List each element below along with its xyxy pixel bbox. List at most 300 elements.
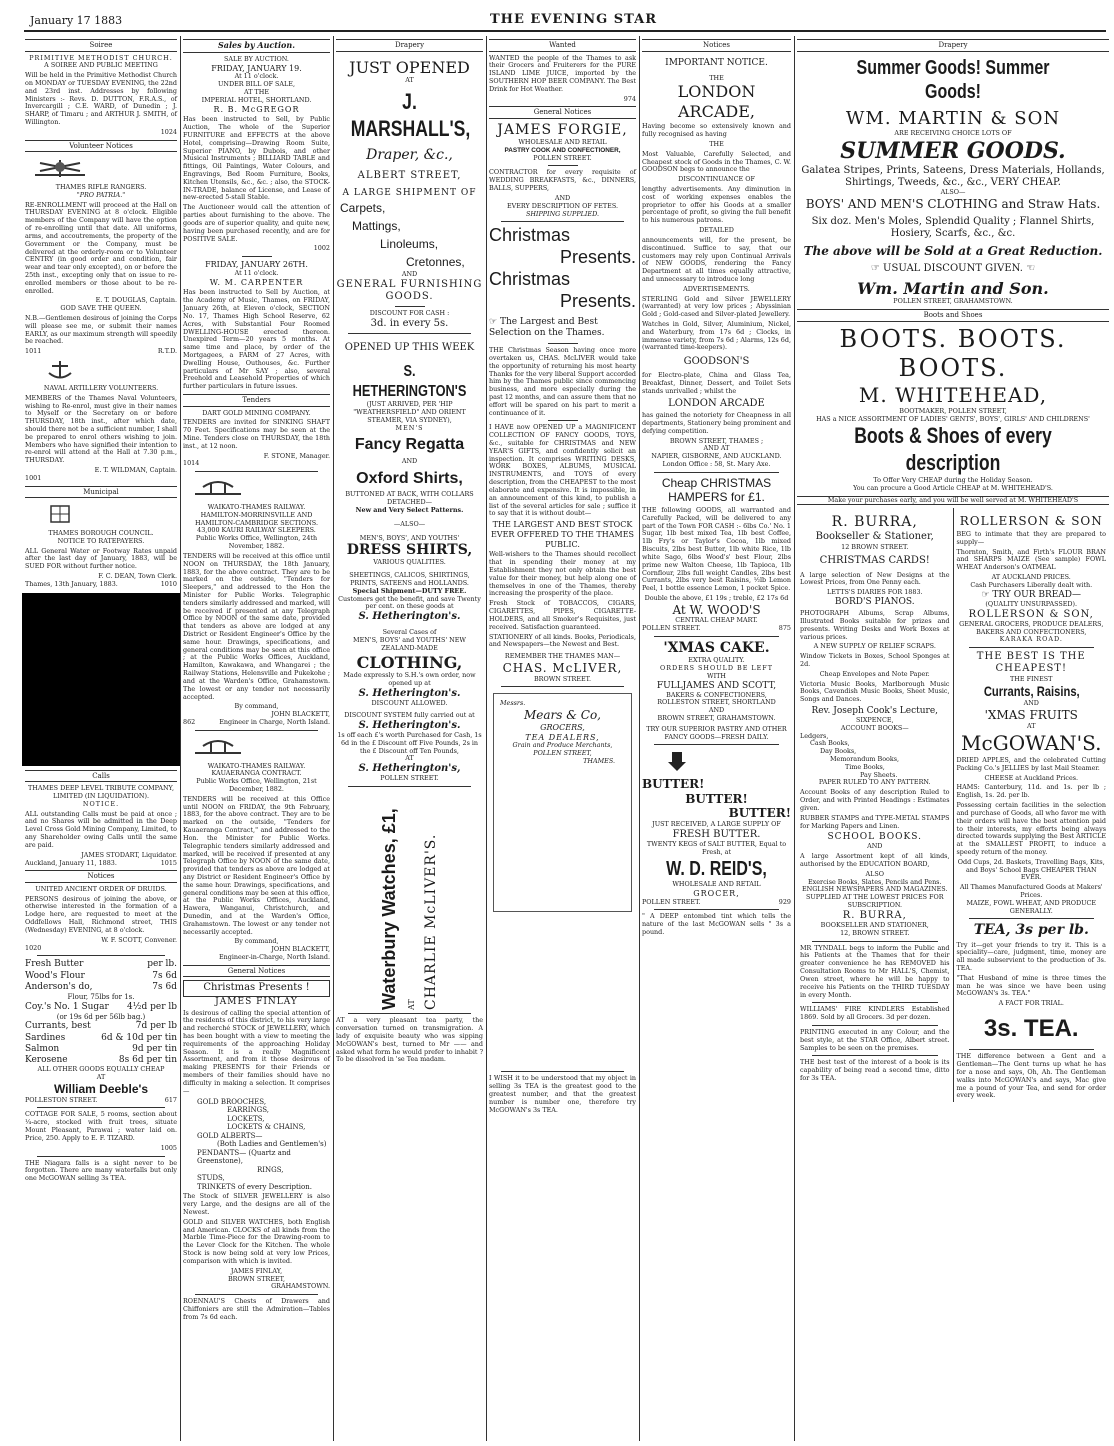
ad-number: 617 <box>164 1095 177 1104</box>
marshall-and: AND <box>401 269 418 278</box>
whitehead-procure: You can procure a Good Article CHEAP at M. WHITEHEAD'S. <box>853 483 1053 492</box>
sale2-date: FRIDAY, JANUARY 26TH. <box>205 260 308 270</box>
arcade-goodsons: GOODSON'S <box>683 356 750 368</box>
cake-with: WITH <box>707 671 726 680</box>
rail2-signature: JOHN BLACKETT, <box>271 945 330 954</box>
heth-and: AND <box>401 456 418 465</box>
rollerson-prices: AT AUCKLAND PRICES. <box>991 573 1071 582</box>
burra-letts: LETTS'S DIARIES FOR 1883. <box>826 588 923 597</box>
arcade-disc: DISCONTINUANCE OF <box>678 175 755 184</box>
arcade-name: LONDON ARCADE, <box>677 82 756 121</box>
arcade-and: AND AT <box>703 444 730 453</box>
arcade-adverts: ADVERTISEMENTS. <box>683 284 750 293</box>
mcgowan-maize: MAIZE, FOWL WHEAT, AND PRODUCE GENERALLY. <box>966 898 1097 915</box>
rollerson-column <box>953 508 1110 1102</box>
arcade-most: Most Valuable, Carefully Selected, and Cheapest stock of Goods in the Thames, C. W. GOODSON begs to announce the <box>642 149 791 174</box>
section-head-notices: Notices <box>642 39 791 52</box>
burra-also: ALSO <box>865 869 884 878</box>
divider <box>548 420 578 421</box>
arcade-sterling: STERLING Gold and Silver JEWELLERY (warranted) at very low prices ; Abyssinian Gold ; Gold-cased and Silver-plated Jewellery. <box>642 294 791 319</box>
burra-ruled: Account Books of any description Ruled to Order, and with Printed Headings : Estimates given. <box>800 788 950 812</box>
burra-pianos: BORD'S PIANOS. <box>834 597 915 608</box>
calls-title: THAMES DEEP LEVEL TRIBUTE COMPANY, LIMITED (IN LIQUIDATION). <box>28 784 174 800</box>
heth-signature: S. Hetherington's. <box>358 719 461 731</box>
rail1-office: Public Works Office, Wellington, 24th November, 1882. <box>195 534 318 551</box>
whitehead-offer: To Offer Very CHEAP during the Holiday Season. <box>873 475 1033 484</box>
druids-title: UNITED ANCIENT ORDER OF DRUIDS. <box>35 884 167 893</box>
mcgowan-dried: DRIED APPLES, and the celebrated Cutting Packing Co.'s JELLIES by last Mail Steamer. <box>956 756 1106 772</box>
mears-card <box>493 693 632 912</box>
martin-name: WM. MARTIN & SON <box>845 108 1061 130</box>
card-line: GROCERS, <box>540 722 585 732</box>
price-item: Coy.'s No. 1 Sugar <box>25 1001 109 1012</box>
martin-signature: Wm. Martin and Son. <box>857 278 1049 298</box>
burra-selection: A large selection of New Designs at the Lowest Prices, from One Penny each. <box>800 570 950 587</box>
xmas-word: Christmas <box>489 269 571 290</box>
rollerson-beg: BEG to intimate that they are prepared to supply— <box>956 530 1106 546</box>
ledger-item: Ledgers, <box>800 731 829 740</box>
kindlers-ad: WILLIAMS' FIRE KINDLERS Established 1869. Sold by all Grocers. 3d per dozen. <box>800 1005 950 1022</box>
jewellery-item: EARRINGS, <box>227 1106 269 1115</box>
ledger-item: Memorandum Books, <box>830 755 900 764</box>
price-value: 4½d per lb <box>127 1001 177 1012</box>
finlay-town: GRAHAMSTOWN. <box>271 1282 330 1291</box>
waterbury-seller: CHARLIE McLIVER'S. <box>422 833 439 1011</box>
divider <box>348 1013 471 1014</box>
mcgowan-best: THE BEST IS THE CHEAPEST! <box>976 651 1086 675</box>
jewellery-item: GOLD BROOCHES, <box>197 1097 267 1106</box>
marshall-street: ALBERT STREET, <box>357 169 462 181</box>
price-row <box>25 1044 177 1055</box>
section-head-auction: Sales by Auction. <box>183 39 330 53</box>
heth-mens: MEN'S <box>395 423 424 432</box>
column-3 <box>333 36 486 1441</box>
mcgowan-tea: TEA, 3s per lb. <box>973 922 1089 939</box>
anchor-crest-icon <box>25 358 95 380</box>
heth-signature: S. Hetherington's. <box>358 611 461 623</box>
ad-code: R.T.D. <box>157 347 177 356</box>
mcgowan-gent: THE difference between a Gent and a Gentleman—The Gent turns up what he has for a nose and says, Oh, Ah. The Gentleman walks into McGOWAN's and says, Mac give me a pound of your Tea, and send for order every week. <box>956 1052 1106 1100</box>
rail1-sub: HAMILTON-MORRINSVILLE AND HAMILTON-CAMBRIDGE SECTIONS. <box>195 510 318 527</box>
arcade-name2: LONDON ARCADE <box>668 397 765 409</box>
mcgowan-deep: " A DEEP entombed tint which tells the nature of the last McGOWAN sells " 3s a pound. <box>642 912 791 937</box>
section-head-calls: Calls <box>25 770 177 783</box>
divider <box>812 941 938 942</box>
price-value: per lb. <box>147 959 177 970</box>
heth-at: AT <box>405 754 414 763</box>
sale1-body2: The Auctioneer would call the attention of parties about furnishing to the above. The goods are of superior quality, and quite new, having been purchased recently, and are for POSITIVE SALE. <box>183 203 330 243</box>
dart-body: TENDERS are invited for SINKING SHAFT 70 Feet. Specifications may be seen at the Mine. Tenders close on THURSDAY, the 18th inst., at 12 noon. <box>183 418 330 450</box>
burra-account: ACCOUNT BOOKS— <box>840 723 909 732</box>
arcade-become: Having become so extensively known and fully recognised as having <box>642 122 791 139</box>
goods-item: Cretonnes, <box>406 254 465 269</box>
whitehead-has: HAS a NICE ASSORTMENT OF LADIES' GENTS', BOYS', GIRLS' AND CHILDRENS' <box>816 414 1090 423</box>
rennaus-ad: ROENNAU'S Chests of Drawers and Chiffoniers are still the Admiration—Tables from 7s 6d each. <box>183 1297 330 1321</box>
divider <box>654 472 779 473</box>
jewellery-item: LOCKETS, <box>227 1114 265 1123</box>
mcgowan-and: AND <box>1023 699 1039 708</box>
marshall-name: J. MARSHALL'S, <box>350 88 471 141</box>
calls-body: ALL outstanding Calls must be paid at once ; and no Shares will be admitted in the Deep Level Cross Gold Mining Company, Limited, to any Shareholder owing Calls until the same are paid. <box>25 809 177 849</box>
mcliver-street: BROWN STREET. <box>533 674 592 683</box>
deeble-street: POLLESTON STREET. <box>25 1095 98 1104</box>
volunteer-title: THAMES RIFLE RANGERS. <box>55 183 147 191</box>
divider <box>548 343 578 344</box>
price-item: Fresh Butter <box>25 959 84 970</box>
burra-sixpence: SIXPENCE, <box>855 715 894 724</box>
martin-street: POLLEN STREET, GRAHAMSTOWN. <box>893 297 1013 306</box>
finlay-items <box>183 1098 330 1192</box>
burra-supplied: SUPPLIED AT THE LOWEST PRICES FOR SUBSCRIPTION. <box>805 893 944 910</box>
heth-signature: S. Hetherington's. <box>358 688 461 700</box>
calls-sub: NOTICE. <box>82 799 120 808</box>
burra-relief: A NEW SUPPLY OF RELIEF SCRAPS. <box>813 642 936 651</box>
mcgowan-at: AT <box>1026 721 1036 730</box>
marshall-shipment: A LARGE SHIPMENT OF <box>342 187 477 198</box>
heth-customers: Customers get the benefit, and save Twenty per cent. on these goods at <box>338 594 481 611</box>
column-6 <box>794 36 1112 1441</box>
price-value: 7s 6d <box>152 981 177 992</box>
heth-clothing: CLOTHING, <box>356 652 463 672</box>
rollerson-general: GENERAL GROCERS, PRODUCE DEALERS, BAKERS AND CONFECTIONERS, <box>959 619 1104 636</box>
ad-number: 929 <box>778 897 791 906</box>
spacer <box>489 918 636 1068</box>
divider <box>195 730 318 731</box>
arcade-brown: BROWN STREET, THAMES ; <box>669 436 764 445</box>
rollerson-cash: Cash Purchasers Liberally dealt with. <box>970 580 1093 589</box>
heth-boys: MEN'S, BOYS', AND YOUTHS' <box>359 533 460 542</box>
railway-crest-icon <box>183 736 253 758</box>
arcade-announce: announcements will, for the present, be discontinued. Suffice to say, that our customers may rely upon Continual Arrivals of NEW GOODS, rendering the Fancy Department at all times equally attractive, and unnecessary to introduce long <box>642 235 791 283</box>
rail2-sub: KAUAERANGA CONTRACT. <box>211 769 302 778</box>
mcgowan-fact: A FACT FOR TRIAL. <box>998 999 1064 1008</box>
rollerson-name: ROLLERSON & SON <box>959 514 1103 529</box>
sale2-auctioneer: W. M. CARPENTER <box>209 277 304 287</box>
price-row <box>25 1021 177 1032</box>
printing-ad: PRINTING executed in any Colour, and the best style, at the STAR Office, Albert street. Samples to be seen on the premises. <box>800 1027 950 1052</box>
divider <box>195 1294 318 1295</box>
municipal-sub: NOTICE TO RATEPAYERS. <box>57 536 145 545</box>
price-item: Anderson's do, <box>25 981 93 992</box>
price-row <box>25 1002 177 1013</box>
burra-street: 12 BROWN STREET. <box>841 542 909 551</box>
price-value: 9d per tin <box>132 1043 177 1054</box>
mcliver-season: THE Christmas Season having once more overtaken us, CHAS. McLIVER would take the opportunity of returning his most hearty Thanks for the very liberal Support accorded him by the Thames public since commencing business, and more especially during the past 12 months, and can assure them that no effort will be spared on his part to merit a continuance of it. <box>489 346 636 417</box>
ledger-item: Pay Sheets. <box>860 770 898 779</box>
burra-column <box>797 508 953 1102</box>
ad-number: 1015 <box>160 858 177 867</box>
waterbury-at: AT <box>407 999 417 1011</box>
price-value: 7d per lb <box>135 1021 177 1032</box>
mcgowan-big-tea: 3s. TEA. <box>983 1015 1079 1043</box>
heth-patterns: New and Very Select Patterns. <box>355 505 464 514</box>
section-head-wanted: Wanted <box>489 39 636 52</box>
mcgowan-wish: I WISH it to be understood that my object in selling 3s TEA is the greatest good to the greatest number, and that the greatest number is number one, therefore try McGOWAN's 3s TEA. <box>489 1074 636 1114</box>
volunteer-body: RE-ENROLLMENT will proceed at the Hall on THURSDAY EVENING at 8 o'clock. Eligible members of the Company will have the option of re-enrolling until that date. All uniforms, arms, and accoutrements, the property of the Government or the Company, must be delivered at the orderly-room or to Volunteer CENTRY (in good order and condition, fair wear and tear only excepted), on or before the 25th inst., excepting only that on issue to re-enrolled members or those about to be re-enrolled. <box>25 200 177 295</box>
hampers-body: THE following GOODS, all warranted and Carefully Packed, will be delivered to any part of the Town FOR CASH :- 6lbs Co.' No. 1 Sugar, 1lb best mixed Tea, 1lb best Coffee, 1lb Fry's or Taylor's Cocoa, 1lb mixed Biscuits, 2lbs best Butter, 1lb white Rice, 1lb white Sago, 6lbs Wood's' best Flour, 2lbs prime new Walton Cheese, 1lb Tapioca, 1lb Cornflour, 2lbs full weight Candles, 2lbs best Currants, 2lbs very best Raisins, ½lb Lemon Peel, 1 bottle essence Lemon, 1 pocket Spice. <box>642 506 791 593</box>
finlay-name: JAMES FINLAY <box>215 996 298 1007</box>
arcade-electro: for Electro-plate, China and Glass Tea, Breakfast, Dinner, Dessert, and Toilet Sets stands unrivalled ; whilst the <box>642 371 791 396</box>
rail1-role: Engineer in Charge, North Island. <box>219 717 330 726</box>
price-list <box>25 959 177 1066</box>
cake-extra: EXTRA QUALITY. <box>688 656 745 665</box>
municipal-title: THAMES BOROUGH COUNCIL. <box>48 528 154 537</box>
price-row <box>25 971 177 982</box>
mcgowan-cheese: CHEESE at Auckland Prices. <box>984 773 1079 782</box>
wood-mart: CENTRAL CHEAP MART. <box>675 616 758 625</box>
ad-number: 875 <box>778 624 791 633</box>
martin-summer-goods: SUMMER GOODS. <box>840 138 1066 165</box>
forgie-contractor: CONTRACTOR for every requisite of WEDDING BREAKFASTS, &c., DINNERS, BALLS, SUPPERS, <box>489 168 636 193</box>
masthead-rule <box>24 30 1106 32</box>
presents-word: Presents. <box>559 291 636 312</box>
rifle-crest-icon <box>25 157 95 179</box>
mcliver-tobacco: Fresh Stock of TOBACCOS, CIGARS, CIGARETTES, PIPES, CIGARETTE-HOLDERS, and all Smoker's Requisites, just received. Satisfaction guaranteed. <box>489 599 636 631</box>
burra-english: ENGLISH NEWSPAPERS AND MAGAZINES. <box>802 885 948 894</box>
finlay-title: Christmas Presents ! <box>183 980 330 996</box>
arcade-watches: Watches in Gold, Silver, Aluminium, Nickel, and Waterbury, from 17s 6d ; Clocks, in immense variety, from 7s 6d ; Alarms, 12s 6d, (warranted time-keepers). <box>642 320 791 352</box>
rail1-sleepers: 43,000 KAURI RAILWAY SLEEPERS. <box>197 526 316 535</box>
ad-number: 1024 <box>160 127 177 136</box>
ad-number: 1011 <box>25 347 42 356</box>
price-item: Wood's Flour <box>25 970 85 981</box>
ad-number: 862 <box>183 717 196 726</box>
forgie-shipping: SHIPPING SUPPLIED. <box>525 209 600 218</box>
mcgowan-manufactured: All Thames Manufactured Goods at Makers' Prices. <box>959 883 1103 900</box>
volunteer-nb: N.B.—Gentlemen desirous of joining the Corps will please see me, or submit their names EARLY, as our maximum strength will speedily be reached. <box>25 314 177 346</box>
burra-exercise: Exercise Books, Slates, Pencils and Pens. <box>807 877 942 886</box>
xmas-word: Christmas <box>489 225 571 246</box>
heth-made: Made expressly to S.H.'s own order, now opened up at <box>343 671 476 688</box>
ad-number: 1020 <box>25 943 42 952</box>
burra-stamps: RUBBER STAMPS and TYPE-METAL STAMPS for Marking Papers and Linen. <box>800 813 950 830</box>
price-value: 7s 6d <box>152 970 177 981</box>
heth-dress: DRESS SHIRTS, <box>346 542 473 559</box>
butter-2: BUTTER! <box>685 791 748 806</box>
martin-receiving: ARE RECEIVING CHOICE LOTS OF <box>894 129 1012 138</box>
heth-street: POLLEN STREET. <box>380 774 439 783</box>
price-row <box>25 982 177 993</box>
tyndall-ad: MR TYNDALL begs to inform the Public and his Patients at the Thames that for their greater convenience he has REMOVED his Consultation Rooms to Mr HALL'S, Chemist, Owen street, where he will be happy to receive his Patients on the THIRD TUESDAY in every Month. <box>800 943 950 999</box>
rollerson-bread-text: TRY OUR BREAD— <box>992 589 1082 600</box>
burra-cook: Rev. Joseph Cook's Lecture, <box>811 706 939 717</box>
heth-name: S. HETHERINGTON'S <box>352 363 467 400</box>
divider <box>501 221 624 222</box>
divider <box>654 744 779 745</box>
marshall-goods <box>336 199 483 271</box>
card-line: Messrs. <box>500 699 526 708</box>
jewellery-item: TRINKETS of every Description. <box>197 1182 312 1191</box>
cake-fulljames: FULLJAMES AND SCOTT, <box>656 680 777 691</box>
goods-item: Carpets, <box>340 200 386 215</box>
druids-body: PERSONS desirous of joining the above, or otherwise interested in the formation of a Lodge here, are requested to meet at the Oddfellows Hall, Richmond street, THIS (Wednesday) EVENING, at 8 o'clock. <box>25 894 177 934</box>
railway-crest-icon <box>183 477 253 499</box>
martin-boys: BOYS' AND MEN'S CLOTHING and Straw Hats. <box>805 197 1101 212</box>
martin-also: ALSO— <box>940 188 966 197</box>
card-line: THAMES. <box>583 756 615 765</box>
divider <box>812 1002 938 1003</box>
section-head-tenders: Tenders <box>183 394 330 407</box>
wood-street: POLLEN STREET. <box>642 624 701 633</box>
mcgowan-name: McGOWAN'S. <box>961 730 1102 755</box>
cake-brown: BROWN STREET, GRAHAMSTOWN. <box>657 713 776 722</box>
divider <box>548 165 578 166</box>
jewellery-item: LOCKETS & CHAINS, <box>227 1123 306 1132</box>
reid-street: POLLEN STREET. <box>642 897 701 906</box>
price-value: 8s 6d per tin <box>118 1055 177 1066</box>
rollerson-unsurpassed: (QUALITY UNSURPASSED). <box>985 599 1078 608</box>
card-line: Grain and Produce Merchants, <box>512 741 613 750</box>
forgie-and: AND <box>554 193 571 202</box>
tea-party-ad: AT a very pleasant tea party, the conversation turned on transmigration. A lady of exquisite beauty who was sipping McGOWAN's best, turned to Mr —— and asked what form he would prefer to inhabit ? To be dissolved in 'se Tea madam. <box>336 1016 483 1064</box>
sale1-place: IMPERIAL HOTEL, SHORTLAND. <box>201 95 312 104</box>
section-head-boots: Boots and Shoes <box>797 309 1109 322</box>
heth-arrived: (JUST ARRIVED, PER 'HIP "WEATHERSFIELD" AND ORIENT STEAMER, VIA SYDNEY), <box>353 400 466 424</box>
sale1-body: Has been instructed to Sell, by Public Auction, The whole of the Superior FURNITURE and EFFECTS at the above Hotel, comprising—Drawing Room Suite, Superior PIANO, by Dubois, and other Musical Instruments ; BILLIARD TABLE and fittings, Oil Paintings, Water Colours, and Engravings, Bed Room Furniture, Books, Kitchen Utensils, &c., &c. ; also, the STOCK-IN-TRADE, balance of License, and Lease of new-erected 5-stall Stable. <box>183 115 330 202</box>
finlay-body3: GOLD and SILVER WATCHES, both English and American. CLOCKS of all kinds from the Marble Time-Piece for the Drawing-room to the Lever Clock for the Kitchen. The whole Stock is now being sold at very low Prices, comparison with which is invited. <box>183 1217 330 1265</box>
burra-role: Bookseller & Stationer, <box>815 531 934 543</box>
martin-reduction: The above will be Sold at a Great Reduction. <box>803 244 1103 259</box>
sale1-date: FRIDAY, JANUARY 19. <box>211 63 302 73</box>
cake-and: AND <box>708 706 725 715</box>
book-test-ad: THE best test of the interest of a book is its capability of being read a second time, ditto for 3s TEA. <box>800 1058 950 1083</box>
presents-word: Presents. <box>559 247 636 268</box>
pointing-hand-icon: ☜ <box>1022 262 1036 274</box>
sale1-title: SALE BY AUCTION. <box>224 54 289 63</box>
volunteer-motto: "PRO PATRIA." <box>76 190 126 199</box>
pointing-hand-icon: ☞ <box>870 262 884 274</box>
rail1-title: WAIKATO-THAMES RAILWAY. <box>207 503 306 512</box>
martin-moles: Six doz. Men's Moles, Splendid Quality ; Flannel Shirts, Hosiery, Scarfs, &c., &c. <box>811 215 1095 239</box>
deeble-line: ALL OTHER GOODS EQUALLY CHEAP <box>37 1065 165 1074</box>
burra-paper: PAPER RULED TO ANY PATTERN. <box>818 778 931 787</box>
borough-crest-icon <box>25 503 95 525</box>
mcliver-largest-text: The Largest and Best Selection on the Thames. <box>489 317 605 339</box>
butter-3: BUTTER! <box>728 806 791 821</box>
section-head-volunteer: Volunteer Notices <box>25 140 177 153</box>
divider <box>395 306 425 307</box>
divider <box>37 955 165 956</box>
goods-item: Linoleums, <box>380 236 439 251</box>
forgie-street: POLLEN STREET. <box>533 153 592 162</box>
heth-sheetings: SHEETINGS, CALICOS, SHIRTINGS, PRINTS, SATEENS and HOLLANDS. <box>349 571 470 588</box>
burra-and: AND <box>867 842 883 851</box>
heth-system: DISCOUNT SYSTEM fully carried out at <box>344 711 475 720</box>
marshall-draper: Draper, &c., <box>366 146 453 163</box>
arcade-the: THE <box>709 73 724 82</box>
divider <box>969 918 1095 919</box>
divider <box>37 1107 165 1108</box>
forgie-name: JAMES FORGIE, <box>497 121 628 138</box>
divider <box>242 256 272 257</box>
forgie-pastry: PASTRY COOK AND CONFECTIONER, <box>504 146 621 154</box>
section-head-soiree: Soiree <box>25 39 177 52</box>
column-5 <box>639 36 794 1441</box>
burra-role2: BOOKSELLER AND STATIONER, <box>820 921 929 930</box>
naval-signature: E. T. WILDMAN, Captain. <box>94 466 177 474</box>
soiree-body: Will be held in the Primitive Methodist Church on MONDAY or TUESDAY EVENING, the 22nd and 23rd inst. Addresses by following Ministers :- Revs. D. DUTTON, F.R.A.S., of Invercargill ; C.E. WARD, of Dunedin ; J. SHARP, of Timaru ; and ARTHUR J. SMITH, of Willington. <box>25 71 177 127</box>
calls-date: Auckland, January 11, 1883. <box>25 858 117 867</box>
sale2-time: At 11 o'clock. <box>234 268 279 277</box>
section-head-municipal: Municipal <box>25 486 177 499</box>
ad-number: 1005 <box>160 1143 177 1152</box>
divider <box>501 686 624 687</box>
price-item: Kerosene <box>25 1055 68 1066</box>
price-row <box>25 959 177 970</box>
ad-number: 974 <box>623 94 636 103</box>
cake-try: TRY OUR SUPERIOR PASTRY AND OTHER FANCY GOODS—FRESH DAILY. <box>646 724 787 741</box>
ad-number: 1014 <box>183 459 200 468</box>
ledger-item: Day Books, <box>820 747 857 756</box>
mcgowan-currants: Currants, Raisins, <box>983 683 1080 700</box>
card-line: Mears & Co, <box>524 708 601 723</box>
burra-ledgers <box>800 733 950 780</box>
rail2-by: By command, <box>234 937 279 946</box>
divider <box>654 636 779 637</box>
burra-assortment: A large Assortment kept of all kinds, authorised by the EDUCATION BOARD, <box>800 852 950 868</box>
burra-envelopes: Cheap Envelopes and Note Paper. <box>819 669 930 678</box>
masthead <box>0 0 1114 34</box>
reid-received: JUST RECEIVED, A LARGE SUPPLY OF <box>652 820 781 829</box>
mcliver-opened: I HAVE now OPENED UP a MAGNIFICENT COLLECTION OF FANCY GOODS, TOYS, &c., suitable for CHRISTMAS and NEW YEAR'S GIFTS, and confidently solicit an inspection. It comprises WRITING DESKS, WORK BOXES, ALBUMS, MUSICAL INSTRUMENTS, and TOYS of every description, from the CHEAPEST to the most elaborate and expensive. It is impossible, in an announcement of this kind, to publish a list of the several articles for sale ; suffice it to say that it is without doubt— <box>489 423 636 518</box>
rail2-title: WAIKATO-THAMES RAILWAY. <box>207 761 306 770</box>
mcgowan-fruits: 'XMAS FRUITS <box>984 708 1078 723</box>
divider <box>501 1071 624 1072</box>
heth-allowed: DISCOUNT ALLOWED. <box>371 699 448 708</box>
divider <box>195 471 318 472</box>
wood-name: At W. WOOD'S <box>672 602 761 617</box>
sale1-time: At 11 o'clock. <box>234 72 279 81</box>
section-head-drapery: Drapery <box>797 39 1109 52</box>
soiree-line: A SOIREE AND PUBLIC MEETING <box>44 61 158 70</box>
section-head-general: General Notices <box>183 965 330 978</box>
mcgowan-husband: "That Husband of mine is three times the man he was since we have been using McGOWAN's 3s. TEA." <box>956 973 1106 998</box>
price-item: Currants, best <box>25 1021 91 1032</box>
burra-music: Victoria Music Books, Marlborough Music Books, Cavendish Music Books, Sheet Music, Songs and Dances. <box>800 679 950 704</box>
reid-kegs: TWENTY KEGS of SALT BUTTER, Equal to Fresh, at <box>646 840 787 856</box>
whitehead-make: Make your purchases early, and you will be well served at M. WHITEHEAD'S <box>797 496 1109 506</box>
rail2-office: Public Works Office, Wellington, 21st December, 1882. <box>196 777 317 794</box>
sale1-under: UNDER BILL OF SALE, <box>218 80 295 89</box>
burra-name2: R. BURRA, <box>842 909 907 921</box>
burra-school: SCHOOL BOOKS. <box>827 832 922 843</box>
calls-signature: JAMES STODART, Liquidator. <box>81 850 177 859</box>
municipal-signature: F. C. DEAN, Town Clerk. <box>98 572 177 581</box>
rollerson-list: Thornton, Smith, and Firth's FLOUR BRAN and SHARPS MAIZE (See sample) FOWL WHEAT Anderson's OATMEAL <box>956 547 1106 572</box>
arcade-lengthy: lengthy advertisements. Any diminution in cost of working expenses enables the proprietor to offer his Goods at a smaller percentage of profit, so giving the full benefit to his numerous patrons. <box>642 185 791 225</box>
soiree-title: PRIMITIVE METHODIST CHURCH. <box>29 53 173 62</box>
dart-signature: F. STONE, Manager. <box>263 451 330 460</box>
wanted-ad: WANTED the people of the Thames to ask their Grocers and Fruiterers for the PURE ISLAND LIME JUICE, imported by the SOUTHERN HOP BEER COMPANY. The Best Drink for Hot Weather. <box>489 53 636 93</box>
mcliver-name: CHAS. McLIVER, <box>502 660 623 675</box>
whitehead-every: Boots & Shoes of every description <box>854 423 1052 476</box>
deeble-at: AT <box>96 1073 106 1082</box>
burra-window: Window Tickets in Boxes, School Sponges at 2d. <box>800 652 950 668</box>
section-head-general: General Notices <box>489 106 636 119</box>
finlay-street: BROWN STREET, <box>227 1274 286 1283</box>
burra-photo: PHOTOGRAPH Albums, Scrap Albums, Illustrated Books suitable for prizes and presents. Writing Desks and Work Boxes at various prices. <box>800 609 950 641</box>
heth-rates: 1s off each £'s worth Purchased for Cash, 1s 6d in the £ Discount off Five Pounds, 2s in the £ Discount off Ten Pounds, <box>337 731 482 755</box>
druids-signature: W. F. SCOTT, Convener. <box>101 935 177 944</box>
finlay-body2: The Stock of SILVER JEWELLERY is also very Large, and the designs are all of the Newest. <box>183 1192 330 1216</box>
price-item: Sardines <box>25 1032 66 1043</box>
heth-signature: S. Hetherington's, <box>358 763 461 775</box>
whitehead-name: M. WHITEHEAD, <box>858 383 1048 408</box>
arcade-detailed: DETAILED <box>699 226 734 235</box>
mcgowan-possessing: Possessing certain facilities in the selection and purchase of Goods, all who favor me with their orders will have the best attention paid to their interests, my efforts being always directed towards supplying the Best ARTICLE at the SMALLEST PROFIT, to induce a speedy return of the money. <box>956 801 1106 856</box>
rail2-body: TENDERS will be received at this Office until NOON on FRIDAY, the 9th February, 1883, for the above contract. They are to be marked on the outside, "Tenders for Kauaeranga Contract," and addressed to the Hon. the Minister for Public Works. Telegraphic tenders similarly addressed and marked, will be received if presented at any Telegraph Office by NOON of the same date, provided that tenders as above are lodged at any District or Resident Engineer's Office by the same hour. Drawings, specifications, and general conditions may be seen at this office, at the Public Works Offices, Auckland, Hawera, Wanganui, Christchurch, and Dunedin, and at the Warden's Office, Grahamstown. The lowest or any tender not necessarily accepted. <box>183 794 330 936</box>
naval-body: MEMBERS of the Thames Naval Volunteers, wishing to Re-enrol, must give in their names to Myself or the Secretary on or before THURSDAY, 18th inst., after which date, should there not be a sufficient number, I shall be prepared to enrol others wishing to join. Members who have signified their intention to re-enrol will attend at the Hall at 7.30 p.m., THURSDAY. <box>25 393 177 465</box>
